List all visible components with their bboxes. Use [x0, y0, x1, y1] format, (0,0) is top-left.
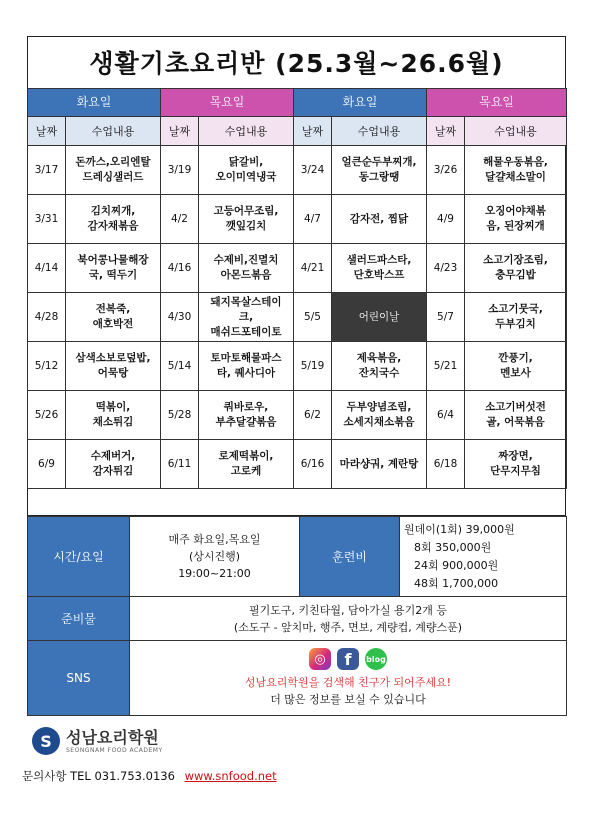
class-date: 6/11 — [161, 440, 199, 489]
class-menu: 전복죽, 애호박전 — [66, 293, 161, 342]
class-date: 3/24 — [294, 146, 332, 195]
class-menu: 제육볶음, 잔치국수 — [332, 342, 427, 391]
table-row — [28, 293, 567, 342]
prep-value — [130, 597, 567, 641]
class-date: 6/4 — [427, 391, 465, 440]
class-menu: 떡볶이, 채소튀김 — [66, 391, 161, 440]
holiday-cell: 어린이날 — [332, 293, 427, 342]
logo-emblem-icon: S — [32, 727, 60, 755]
schedule-table — [27, 88, 567, 489]
day-header: 화요일 — [28, 89, 161, 117]
fee-value — [400, 517, 567, 597]
class-date: 5/5 — [294, 293, 332, 342]
table-row — [28, 342, 567, 391]
class-date: 4/21 — [294, 244, 332, 293]
class-menu: 소고기뭇국, 두부김치 — [465, 293, 567, 342]
class-date: 6/18 — [427, 440, 465, 489]
class-menu: 깐풍기, 멘보사 — [465, 342, 567, 391]
class-date: 5/21 — [427, 342, 465, 391]
class-menu: 토마토해물파스 타, 퀘사디아 — [199, 342, 294, 391]
page-title: 생활기초요리반 (25.3월~26.6월) — [89, 49, 504, 78]
class-menu: 삼색소보로덮밥, 어묵탕 — [66, 342, 161, 391]
class-menu: 돼지목살스테이 크, 매쉬드포테이토 — [199, 293, 294, 342]
table-row — [28, 195, 567, 244]
prep-label: 준비물 — [28, 597, 130, 641]
class-menu: 닭갈비, 오이미역냉국 — [199, 146, 294, 195]
fee-line: 24회 900,000원 — [414, 558, 499, 572]
class-date: 4/28 — [28, 293, 66, 342]
class-date: 5/14 — [161, 342, 199, 391]
class-date: 4/14 — [28, 244, 66, 293]
day-header: 목요일 — [161, 89, 294, 117]
class-date: 4/23 — [427, 244, 465, 293]
class-menu: 샐러드파스타, 단호박스프 — [332, 244, 427, 293]
logo-subname: SEONGNAM FOOD ACADEMY — [66, 746, 163, 754]
class-menu: 수제비,진멸치 아몬드볶음 — [199, 244, 294, 293]
class-menu: 고등어무조림, 깻잎김치 — [199, 195, 294, 244]
class-date: 4/9 — [427, 195, 465, 244]
table-row — [28, 391, 567, 440]
time-line: (상시진행) — [188, 550, 241, 563]
class-menu: 두부양념조림, 소세지채소볶음 — [332, 391, 427, 440]
time-label: 시간/요일 — [28, 517, 130, 597]
content-header: 수업내용 — [332, 117, 427, 146]
class-menu: 김치찌개, 감자채볶음 — [66, 195, 161, 244]
academy-search-name: 성남요리학원 — [244, 676, 309, 689]
class-date: 5/19 — [294, 342, 332, 391]
date-header: 날짜 — [28, 117, 66, 146]
prep-line: 필기도구, 키친타월, 담아가실 용기2개 등 — [249, 603, 447, 617]
class-date: 3/17 — [28, 146, 66, 195]
facebook-icon[interactable]: f — [337, 648, 359, 670]
sns-line2: 더 많은 정보를 보실 수 있습니다 — [270, 693, 426, 706]
class-date: 4/7 — [294, 195, 332, 244]
class-date: 6/2 — [294, 391, 332, 440]
time-line: 19:00~21:00 — [178, 567, 251, 580]
class-date: 3/26 — [427, 146, 465, 195]
contact-phone: 문의사항 TEL 031.753.0136 — [22, 769, 175, 783]
class-date: 4/30 — [161, 293, 199, 342]
time-line: 매주 화요일,목요일 — [168, 533, 261, 546]
class-menu: 소고기버섯전 골, 어묵볶음 — [465, 391, 567, 440]
sns-value — [130, 641, 567, 716]
fee-label: 훈련비 — [300, 517, 400, 597]
content-header: 수업내용 — [66, 117, 161, 146]
class-date: 5/28 — [161, 391, 199, 440]
contact-line — [22, 768, 277, 784]
class-date: 4/16 — [161, 244, 199, 293]
class-menu: 마라샹궈, 계란탕 — [332, 440, 427, 489]
class-menu: 돈까스,오리엔탈 드레싱샐러드 — [66, 146, 161, 195]
instagram-icon[interactable]: ◎ — [309, 648, 331, 670]
class-menu: 소고기장조림, 충무김밥 — [465, 244, 567, 293]
class-menu: 쿼바로우, 부추달걀볶음 — [199, 391, 294, 440]
date-header: 날짜 — [427, 117, 465, 146]
class-menu: 짜장면, 단무지무침 — [465, 440, 567, 489]
class-date: 3/31 — [28, 195, 66, 244]
fee-line: 48회 1,700,000 — [414, 576, 499, 590]
class-date: 6/16 — [294, 440, 332, 489]
class-date: 6/9 — [28, 440, 66, 489]
class-menu: 해물우동볶음, 달걀채소말이 — [465, 146, 567, 195]
class-menu: 감자전, 찜닭 — [332, 195, 427, 244]
academy-logo — [32, 727, 163, 755]
class-menu: 북어콩나물해장 국, 떡두기 — [66, 244, 161, 293]
day-header: 화요일 — [294, 89, 427, 117]
time-value — [130, 517, 300, 597]
class-date: 4/2 — [161, 195, 199, 244]
class-menu: 수제버거, 감자튀김 — [66, 440, 161, 489]
prep-line: (소도구 - 앞치마, 행주, 면보, 계량컵, 계량스푼) — [233, 620, 463, 634]
blog-icon[interactable]: blog — [365, 648, 387, 670]
class-date: 5/26 — [28, 391, 66, 440]
class-menu: 얼큰순두부찌개, 동그랑땡 — [332, 146, 427, 195]
logo-name: 성남요리학원 — [66, 727, 159, 747]
date-header: 날짜 — [161, 117, 199, 146]
content-header: 수업내용 — [465, 117, 567, 146]
date-header: 날짜 — [294, 117, 332, 146]
class-date: 5/7 — [427, 293, 465, 342]
class-menu: 오징어야채볶 음, 된장찌개 — [465, 195, 567, 244]
fee-line: 원데이(1회) 39,000원 — [404, 522, 515, 536]
day-header: 목요일 — [427, 89, 567, 117]
content-header: 수업내용 — [199, 117, 294, 146]
table-row — [28, 244, 567, 293]
table-row — [28, 440, 567, 489]
class-date: 5/12 — [28, 342, 66, 391]
sns-line1: 을 검색해 친구가 되어주세요! — [308, 676, 452, 689]
class-menu: 로제떡볶이, 고로케 — [199, 440, 294, 489]
fee-line: 8회 350,000원 — [414, 540, 492, 554]
website-link[interactable]: www.snfood.net — [184, 769, 277, 783]
sns-label: SNS — [28, 641, 130, 716]
table-row — [28, 146, 567, 195]
info-table — [27, 516, 567, 716]
class-date: 3/19 — [161, 146, 199, 195]
